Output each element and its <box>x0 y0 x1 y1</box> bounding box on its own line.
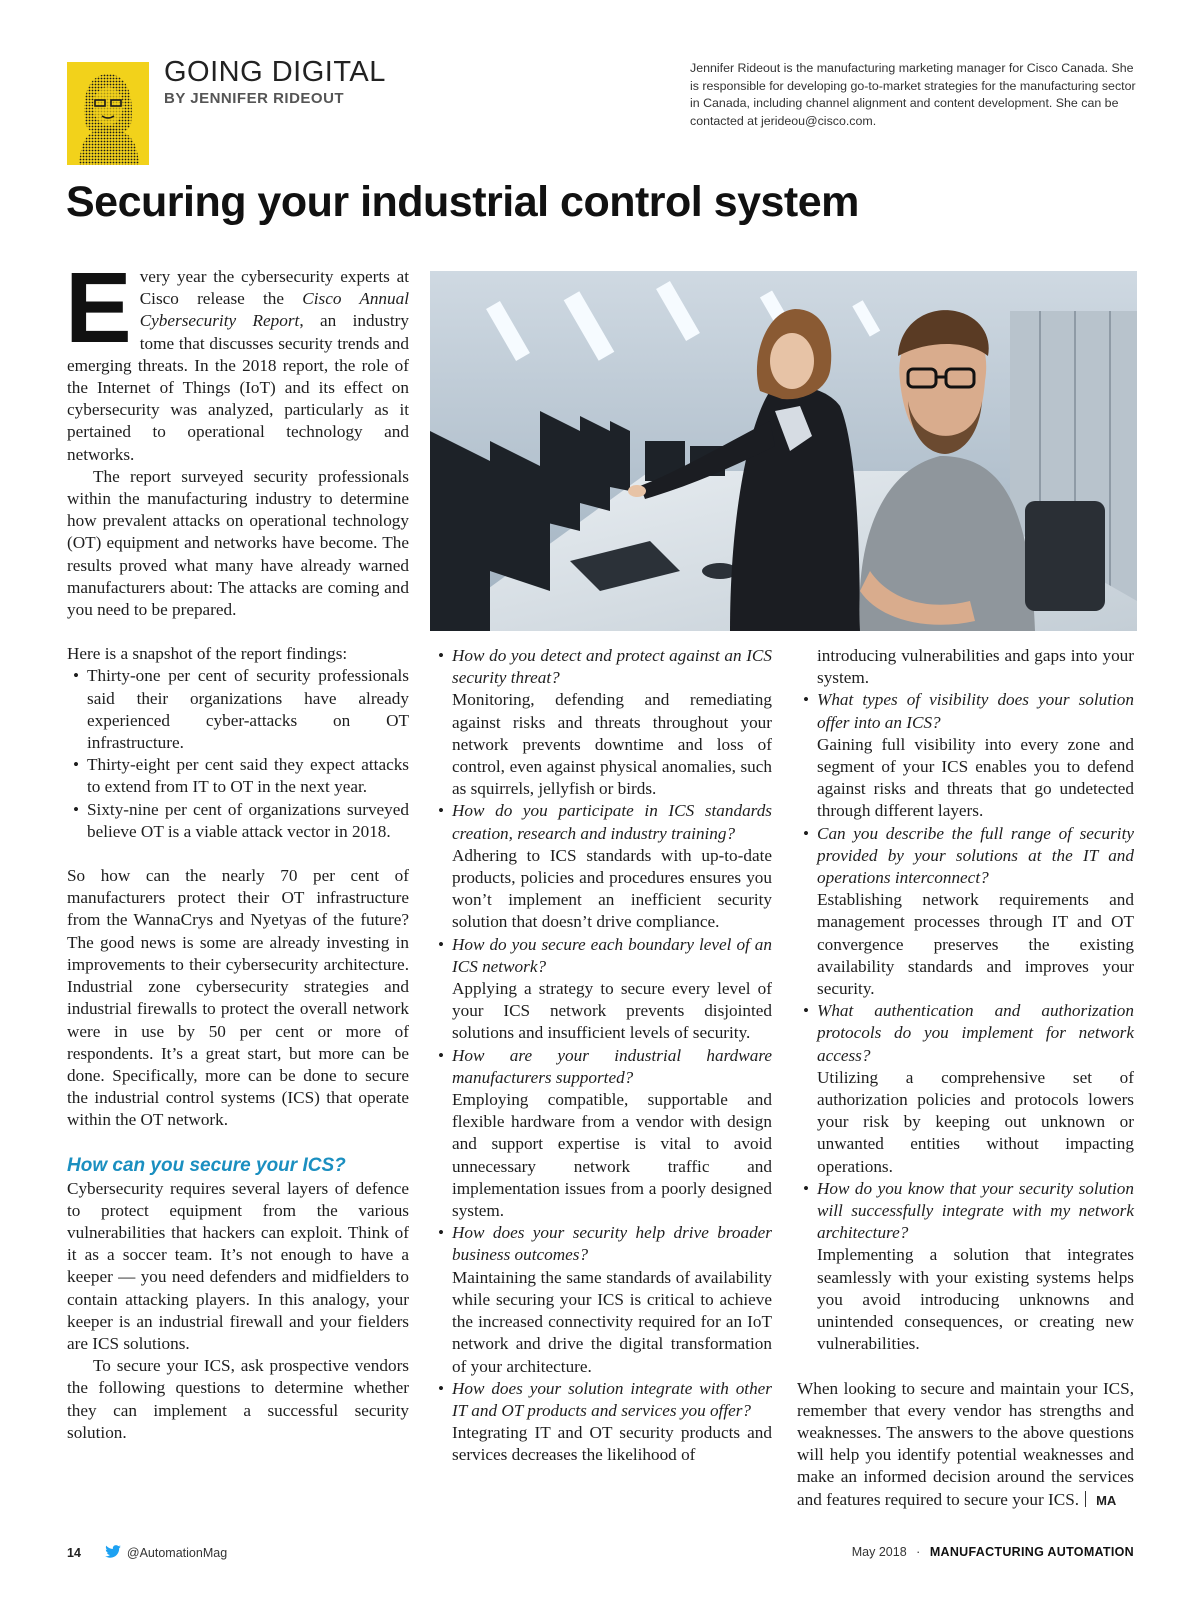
author-bio: Jennifer Rideout is the manufacturing marketing manager for Cisco Canada. She is responsible for developing go-to-market strategies for the manufacturing sector in Canada, including channel alignment and content development. She can be contacted at jerideou@cisco.com. <box>690 61 1136 128</box>
answer: Maintaining the same standards of availability while securing your ICS is critical to achieve the increased connectivity required for an IoT network and drive the digital transformation of your architecture. <box>452 1267 772 1376</box>
answer: introducing vulnerabilities and gaps into your system. <box>817 646 1134 688</box>
question: How are your industrial hardware manufacturers supported? <box>452 1045 772 1087</box>
footer-right <box>852 1545 1134 1559</box>
paragraph-questions-lead: To secure your ICS, ask prospective vendors the following questions to determine whether they can implement a successful security solution. <box>67 1356 409 1442</box>
article-title: Securing your industrial control system <box>66 178 859 226</box>
section-subhead: How can you secure your ICS? <box>67 1154 346 1176</box>
end-mark: MA <box>1096 1492 1117 1508</box>
footer-separator: · <box>916 1545 921 1559</box>
issue-date: May 2018 <box>851 1545 907 1559</box>
question: How do you participate in ICS standards creation, research and industry training? <box>452 801 772 843</box>
answer: Integrating IT and OT security products and services decreases the likelihood of <box>452 1423 772 1465</box>
list-item <box>432 1222 772 1377</box>
answer: Monitoring, defending and remediating against risks and threats throughout your network prevents downtime and loss of control, even against physical anomalies, such as squirrels, jellyfish or birds. <box>452 690 772 799</box>
twitter-handle[interactable]: @AutomationMag <box>126 1546 228 1560</box>
list-item <box>432 800 772 933</box>
answer: Establishing network requirements and management processes through IT and OT convergence preserves the existing availability standards and improves your security. <box>817 890 1134 999</box>
author-portrait <box>67 62 149 165</box>
answer: Implementing a solution that integrates seamlessly with your existing systems helps you avoid introducing unknowns and unintended consequences, or creating new vulnerabilities. <box>817 1245 1134 1354</box>
question: How does your security help drive broader business outcomes? <box>452 1223 772 1265</box>
column-masthead <box>164 56 386 107</box>
findings-list <box>67 665 409 843</box>
drop-cap: E <box>65 252 132 364</box>
intro-paragraph <box>65 252 409 466</box>
paragraph-protect: So how can the nearly 70 per cent of manufacturers protect their OT infrastructure from the WannaCrys and Nyetyas of the future? The good news is some are already investing in improvements to their cybersecurity architecture. Industrial zone cybersecurity strategies and industrial firewalls to protect the overall network were in use by 50 per cent or more of respondents. It’s a great start, but more can be done. Specifically, more can be done to secure the industrial control systems (ICS) that operate within the OT network. <box>67 866 409 1130</box>
question: How do you secure each boundary level of an ICS network? <box>452 934 772 976</box>
list-item: • Thirty-eight per cent said they expect attacks to extend from IT to OT in the next year. <box>67 754 409 798</box>
column-3 <box>797 645 1134 1512</box>
answer: Employing compatible, supportable and flexible hardware from a vendor with design and support expertise is vital to avoid unnecessary network traffic and implementation issues from a poorly designed system. <box>452 1090 772 1221</box>
question: How does your solution integrate with other IT and OT products and services you offer? <box>452 1378 772 1420</box>
question: How do you know that your security solution will successfully integrate with my network architecture? <box>817 1178 1134 1243</box>
paragraph-survey: The report surveyed security professionals within the manufacturing industry to determine how prevalent attacks on operational technology (OT) equipment and networks have become. The results proved what many have already warned manufacturers about: The attacks are coming and you need to be prepared. <box>67 466 409 620</box>
question: What types of visibility does your solution offer into an ICS? <box>817 690 1134 732</box>
vendor-questions-list <box>432 645 772 1467</box>
question: What authentication and authorization protocols do you implement for network access? <box>817 1001 1134 1065</box>
intro-text-end: , an industry tome that discusses security trends and emerging threats. In the 2018 report, the role of the Internet of Things (IoT) and its effect on cybersecurity was analyzed, particularly as it pertained to operational technology and networks. <box>67 311 409 464</box>
end-separator <box>1085 1491 1086 1507</box>
paragraph-layers: Cybersecurity requires several layers of defence to protect equipment from the various vulnerabilities that hackers can exploit. Think of it as a soccer team. It’s not enough to have a keeper — you need defenders and midfielders to contain attacking players. In this analogy, your keeper is an industrial firewall and your fielders are ICS solutions. <box>67 1178 409 1353</box>
answer: Applying a strategy to secure every level of your ICS network prevents disjointed solutions and insufficient levels of security. <box>452 979 772 1043</box>
list-item <box>797 1178 1134 1356</box>
page-number: 14 <box>67 1546 81 1560</box>
magazine-name: MANUFACTURING AUTOMATION <box>929 1545 1134 1559</box>
question: Can you describe the full range of security provided by your solutions at the IT and operations interconnect? <box>817 823 1134 888</box>
list-item <box>432 645 772 800</box>
snapshot-lead: Here is a snapshot of the report findings: <box>67 644 348 664</box>
closing-text: When looking to secure and maintain your ICS, remember that every vendor has strengths and weaknesses. The answers to the above questions will help you identify potential weaknesses and make an informed decision around the services and features required to secure your ICS. <box>797 1378 1134 1509</box>
list-item <box>797 823 1134 1001</box>
intro-text: very year the cybersecurity experts at Cisco release the <box>139 267 409 309</box>
byline: BY JENNIFER RIDEOUT <box>164 90 345 107</box>
list-item: • Sixty-nine per cent of organizations surveyed believe OT is a viable attack vector in 2018. <box>67 799 409 843</box>
answer: Gaining full visibility into every zone and segment of your ICS enables you to defend against risks and threats that go undetected through different layers. <box>817 734 1134 821</box>
vendor-questions-list-continued <box>797 645 1134 1356</box>
list-item <box>797 689 1134 822</box>
twitter-bird-icon <box>105 1545 121 1561</box>
article-photo <box>430 271 1137 631</box>
column-2 <box>432 645 772 1467</box>
footer-left <box>67 1545 227 1561</box>
report-name: Cisco Annual Cybersecurity Report <box>139 289 409 331</box>
list-item <box>432 934 772 1045</box>
list-item: • Thirty-one per cent of security professionals said their organizations have already experienced cyber-attacks on OT infrastructure. <box>67 665 409 754</box>
answer: Adhering to ICS standards with up-to-date products, policies and procedures ensures you won’t implement an inefficient security solution that doesn’t drive compliance. <box>452 845 772 932</box>
answer: Utilizing a comprehensive set of authorization policies and protocols lowers your risk by keeping out unknown or unwanted entities without impacting operations. <box>817 1067 1134 1176</box>
column-1 <box>65 252 409 1444</box>
list-item-continuation <box>797 645 1134 689</box>
question: How do you detect and protect against an ICS security threat? <box>452 646 772 688</box>
list-item <box>432 1378 772 1467</box>
column-name: GOING DIGITAL <box>164 56 386 88</box>
closing-paragraph <box>797 1378 1134 1512</box>
list-item <box>432 1045 772 1223</box>
list-item <box>797 1000 1134 1178</box>
